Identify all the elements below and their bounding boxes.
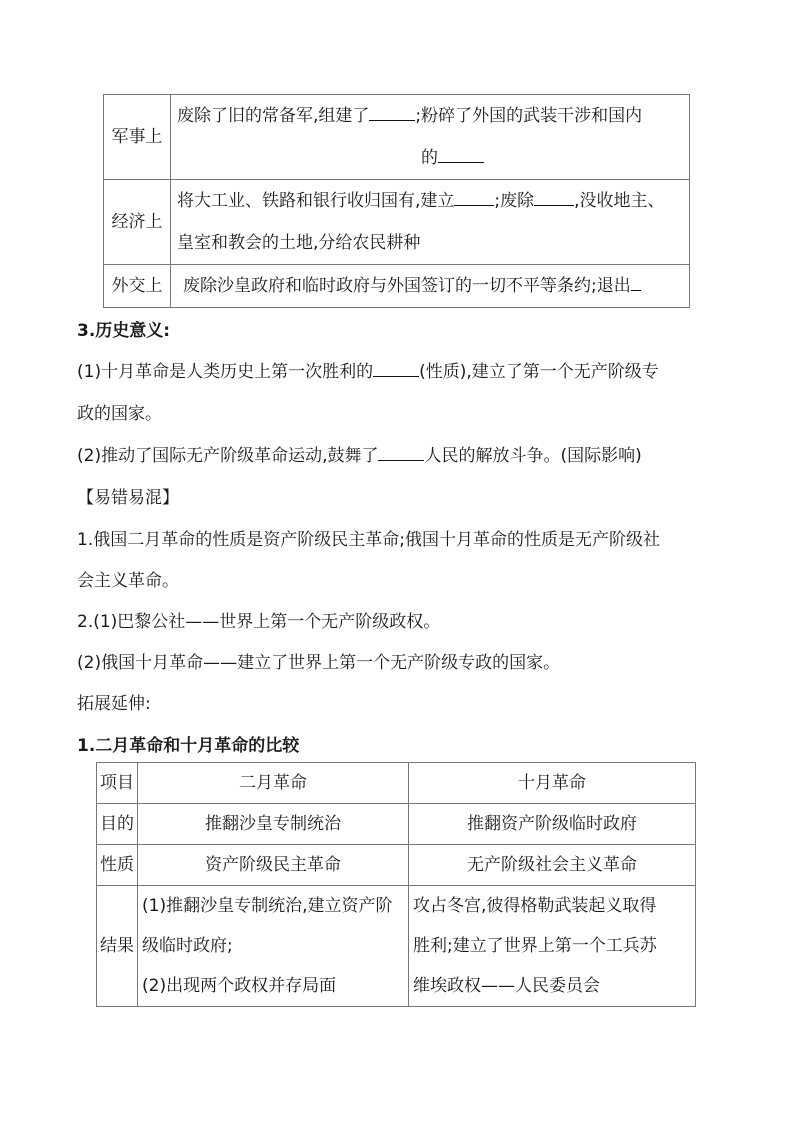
table-row (97, 845, 696, 886)
table-header-row (97, 763, 696, 804)
table-cell: 攻占冬宫,彼得格勒武装起义取得 胜利;建立了世界上第一个工兵苏 维埃政权——人民委员会 (409, 886, 696, 1007)
row-label-diplomacy: 外交上 (104, 265, 171, 308)
paragraph: (2)俄国十月革命——建立了世界上第一个无产阶级专政的国家。 (77, 653, 561, 673)
blank (378, 443, 424, 461)
table-cell: (1)推翻沙皇专制统治,建立资产阶 级临时政府; (2)出现两个政权并存局面 (138, 886, 409, 1007)
table-cell: 目的 (97, 804, 138, 845)
row-content-diplomacy: 废除沙皇政府和临时政府与外国签订的一切不平等条约;退出 (171, 265, 690, 308)
extension-heading: 拓展延伸: (77, 694, 151, 714)
paragraph: 会主义革命。 (77, 571, 179, 591)
table-row (104, 265, 690, 308)
blank (454, 188, 494, 206)
paragraph: 1.俄国二月革命的性质是资产阶级民主革命;俄国十月革命的性质是无产阶级社 (77, 530, 660, 550)
section-heading: 3.历史意义: (77, 321, 171, 341)
column-header: 项目 (97, 763, 138, 804)
paragraph: 2.(1)巴黎公社——世界上第一个无产阶级政权。 (77, 612, 441, 632)
paragraph: 政的国家。 (77, 404, 162, 424)
blank (534, 188, 574, 206)
table-cell: 推翻资产阶级临时政府 (409, 804, 696, 845)
table-cell: 结果 (97, 886, 138, 1007)
table-cell: 推翻沙皇专制统治 (138, 804, 409, 845)
section-heading: 1.二月革命和十月革命的比较 (77, 736, 300, 756)
table-cell: 资产阶级民主革命 (138, 845, 409, 886)
column-header: 十月革命 (409, 763, 696, 804)
table-cell: 无产阶级社会主义革命 (409, 845, 696, 886)
blank (631, 273, 641, 291)
table-row (97, 886, 696, 1007)
table-cell: 性质 (97, 845, 138, 886)
row-label-military: 军事上 (104, 95, 171, 180)
row-content-military: 废除了旧的常备军,组建了 ;粉碎了外国的武装干涉和国内 的 (171, 95, 690, 180)
row-label-economy: 经济上 (104, 180, 171, 265)
policy-table (103, 94, 690, 308)
comparison-table (96, 762, 696, 1007)
blank (369, 103, 415, 121)
errata-heading: 【易错易混】 (77, 488, 179, 508)
table-row (97, 804, 696, 845)
table-row (104, 95, 690, 180)
blank (373, 359, 419, 377)
table-row (104, 180, 690, 265)
paragraph: (2)推动了国际无产阶级革命运动,鼓舞了 人民的解放斗争。(国际影响) (77, 441, 642, 466)
column-header: 二月革命 (138, 763, 409, 804)
row-content-economy: 将大工业、铁路和银行收归国有,建立 ;废除 ,没收地主、 皇室和教会的土地,分给农民耕种 (171, 180, 690, 265)
paragraph: (1)十月革命是人类历史上第一次胜利的 (性质),建立了第一个无产阶级专 (77, 357, 659, 382)
blank (438, 145, 484, 163)
